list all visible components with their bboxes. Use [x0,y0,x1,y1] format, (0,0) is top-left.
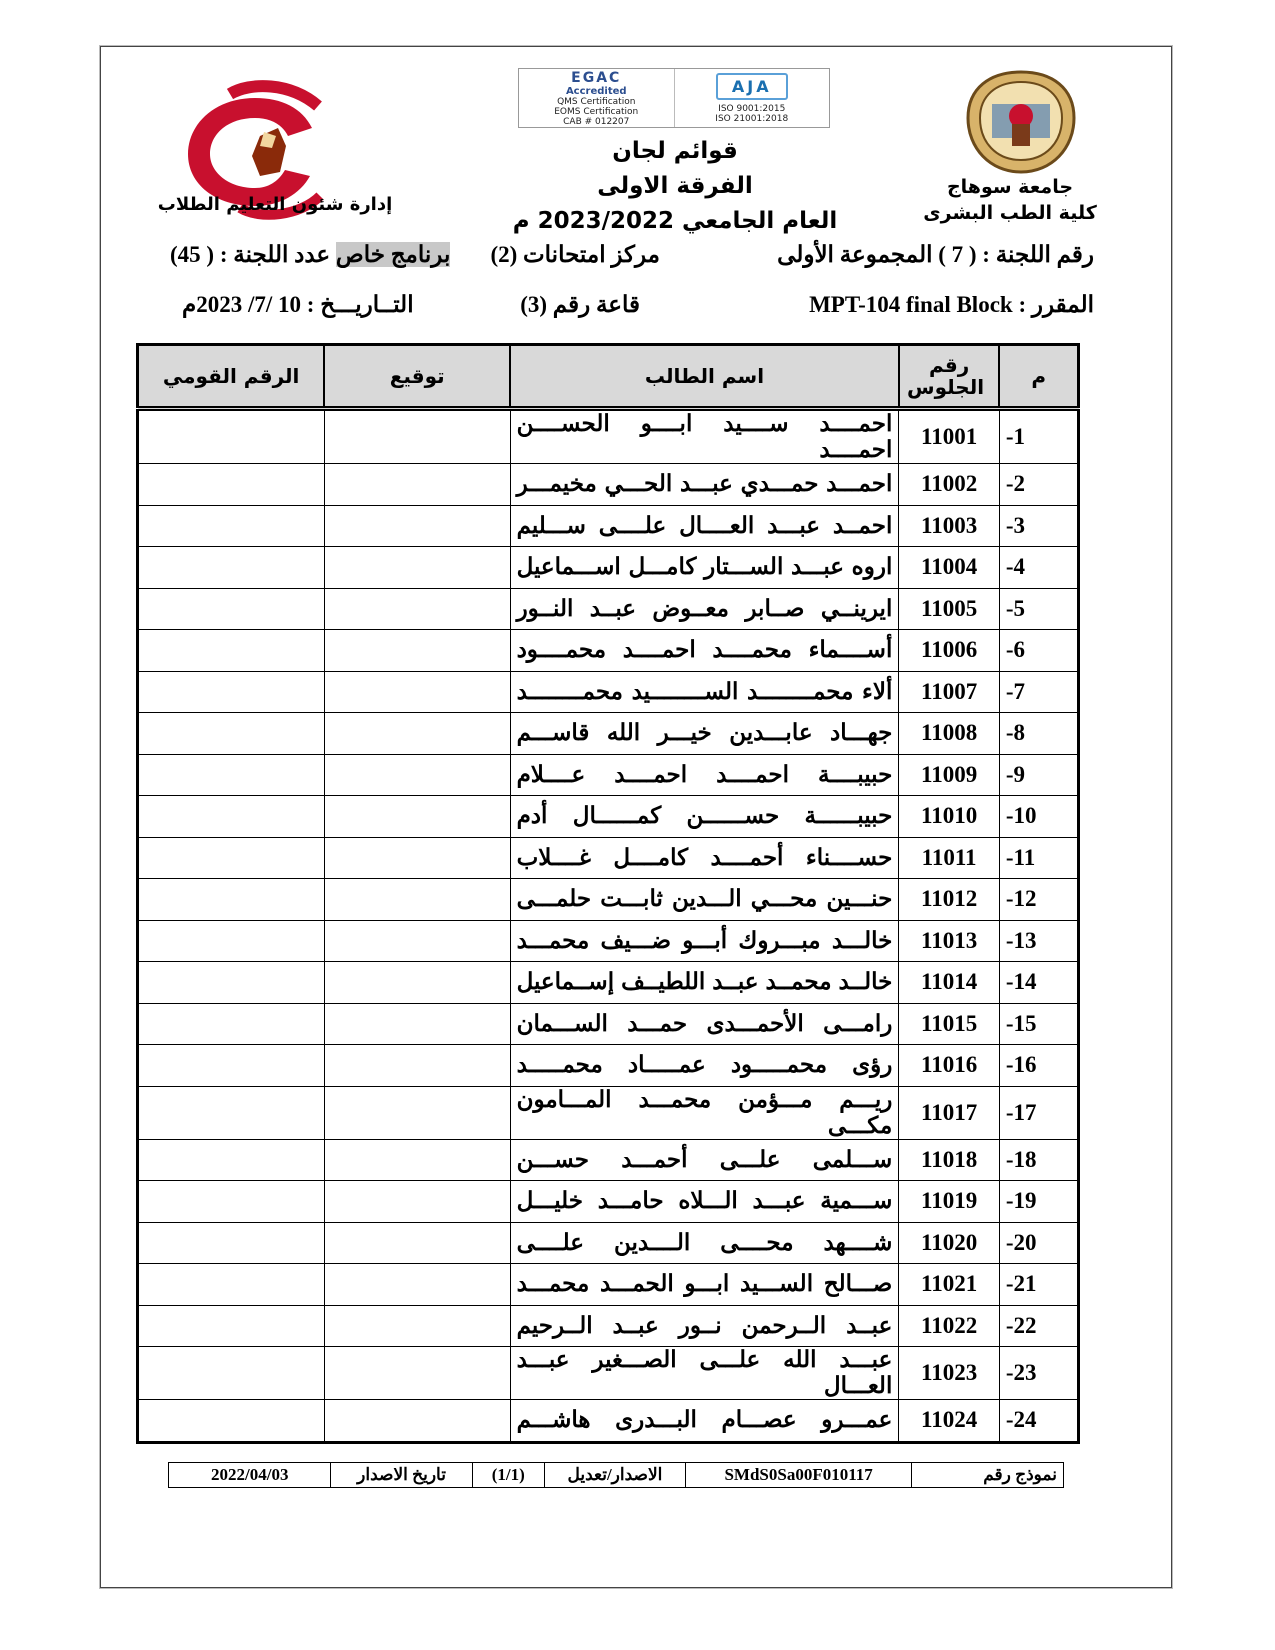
row-serial: -18 [999,1139,1078,1181]
row-seat-number: 11023 [899,1347,999,1400]
row-seat-number: 11012 [899,879,999,921]
row-seat-number: 11011 [899,837,999,879]
row-student-name: احمــــد ســــيد ابــــو الحســــن احمــــد [510,409,899,464]
row-student-name: احمـــد حمـــدي عبـــد الحـــي مخيمـــر [510,464,899,506]
course-code: المقرر : MPT-104 final Block [809,292,1094,317]
faculty-name: كلية الطب البشرى [923,202,1097,224]
table-row [138,630,1079,672]
title-academic-year: العام الجامعي 2023/2022 م [512,208,838,234]
table-row [138,588,1079,630]
row-national-id-cell [138,630,325,672]
row-signature-cell [324,1264,510,1306]
row-serial: -12 [999,879,1078,921]
committee-count: برنامج خاص عدد اللجنة : ( 45) [170,242,451,267]
row-national-id-cell [138,409,325,464]
exam-date: التــاريـــخ : 10 /7/ 2023م [182,292,414,317]
row-student-name: حســــناء أحمــــد كامــــل غــــلاب [510,837,899,879]
row-serial: -5 [999,588,1078,630]
row-serial: -16 [999,1045,1078,1087]
table-row [138,409,1079,464]
row-signature-cell [324,1347,510,1400]
table-row [138,505,1079,547]
row-seat-number: 11009 [899,754,999,796]
aja-badge: AJA ISO 9001:2015 ISO 21001:2018 [674,69,830,127]
form-number: SMdS0Sa00F010117 [686,1463,912,1488]
row-national-id-cell [138,1264,325,1306]
row-serial: -7 [999,671,1078,713]
row-student-name: ألاء محمــــــــد الســــــــيد محمــــــــد [510,671,899,713]
table-row [138,464,1079,506]
row-signature-cell [324,630,510,672]
row-serial: -1 [999,409,1078,464]
row-seat-number: 11021 [899,1264,999,1306]
accreditation-badges [518,68,830,128]
row-student-name: صـــالح الســـيد ابـــو الحمـــد محمـــد [510,1264,899,1306]
row-seat-number: 11002 [899,464,999,506]
document-header [100,46,1170,236]
row-signature-cell [324,409,510,464]
row-national-id-cell [138,588,325,630]
version-label: الاصدار/تعديل [544,1463,685,1488]
row-student-name: عمـــرو عصـــام البـــدرى هاشـــم [510,1400,899,1443]
row-seat-number: 11022 [899,1305,999,1347]
row-national-id-cell [138,1400,325,1443]
title-committee-lists: قوائم لجان [612,138,738,164]
row-serial: -15 [999,1003,1078,1045]
students-table-body [138,409,1079,1443]
egac-badge: EGAC Accredited QMS Certification EOMS Certification CAB # 012207 [554,69,639,127]
row-signature-cell [324,1139,510,1181]
table-row [138,1305,1079,1347]
university-name: جامعة سوهاج [946,176,1074,198]
row-national-id-cell [138,1347,325,1400]
row-national-id-cell [138,464,325,506]
row-student-name: عبـــد الله علـــى الصـــغير عبـــد العـــال [510,1347,899,1400]
issue-date: 2022/04/03 [169,1463,331,1488]
row-national-id-cell [138,920,325,962]
row-signature-cell [324,1400,510,1443]
row-seat-number: 11008 [899,713,999,755]
table-row [138,547,1079,589]
row-signature-cell [324,1003,510,1045]
row-seat-number: 11006 [899,630,999,672]
row-seat-number: 11010 [899,796,999,838]
row-student-name: خالــد محمــد عبــد اللطيــف إســماعيل [510,962,899,1004]
table-row [138,754,1079,796]
row-signature-cell [324,754,510,796]
header-seat-number: رقم الجلوس [899,345,999,409]
row-student-name: ريـــم مـــؤمن محمـــد المـــامون مكـــى [510,1086,899,1139]
row-student-name: عبــد الــرحمن نــور عبــد الــرحيم [510,1305,899,1347]
row-serial: -13 [999,920,1078,962]
row-serial: -8 [999,713,1078,755]
row-seat-number: 11015 [899,1003,999,1045]
header-signature: توقيع [324,345,510,409]
row-student-name: أســــماء محمــــد احمــــد محمــــود [510,630,899,672]
table-row [138,1400,1079,1443]
version-value: (1/1) [472,1463,544,1488]
row-seat-number: 11017 [899,1086,999,1139]
table-row [138,962,1079,1004]
row-seat-number: 11016 [899,1045,999,1087]
table-row [138,879,1079,921]
row-national-id-cell [138,1222,325,1264]
row-signature-cell [324,505,510,547]
row-national-id-cell [138,1181,325,1223]
row-signature-cell [324,1222,510,1264]
row-signature-cell [324,879,510,921]
row-signature-cell [324,464,510,506]
row-national-id-cell [138,879,325,921]
issue-date-label: تاريخ الاصدار [331,1463,472,1488]
header-serial: م [999,345,1078,409]
row-student-name: جهـــاد عابـــدين خيـــر الله قاســـم [510,713,899,755]
committee-number: رقم اللجنة : ( 7 ) المجموعة الأولى [777,242,1094,267]
row-student-name: خالـــد مبـــروك أبـــو ضـــيف محمـــد [510,920,899,962]
row-serial: -11 [999,837,1078,879]
row-signature-cell [324,1305,510,1347]
form-footer [168,1462,1064,1488]
row-signature-cell [324,713,510,755]
row-national-id-cell [138,547,325,589]
info-row-2 [170,292,1100,326]
row-national-id-cell [138,713,325,755]
row-signature-cell [324,920,510,962]
row-serial: -2 [999,464,1078,506]
row-serial: -21 [999,1264,1078,1306]
table-row [138,1181,1079,1223]
row-student-name: ايرينــي صــابر معــوض عبــد النــور [510,588,899,630]
row-national-id-cell [138,754,325,796]
row-student-name: احمــد عبـــد العــــال علــــى ســـليم [510,505,899,547]
row-student-name: ســـمية عبـــد الـــلاه حامـــد خليـــل [510,1181,899,1223]
row-national-id-cell [138,962,325,1004]
table-row [138,837,1079,879]
row-serial: -17 [999,1086,1078,1139]
row-signature-cell [324,837,510,879]
row-national-id-cell [138,1045,325,1087]
row-seat-number: 11018 [899,1139,999,1181]
row-seat-number: 11020 [899,1222,999,1264]
row-seat-number: 11013 [899,920,999,962]
row-national-id-cell [138,1139,325,1181]
title-year-group: الفرقة الاولى [597,173,753,199]
row-national-id-cell [138,837,325,879]
exam-center: مركز امتحانات (2) [490,242,660,267]
university-name-block [910,174,1110,226]
row-serial: -23 [999,1347,1078,1400]
student-affairs-administration: إدارة شئون التعليم الطلاب [157,194,393,215]
row-serial: -10 [999,796,1078,838]
table-row [138,1086,1079,1139]
students-table [136,343,1080,1444]
row-signature-cell [324,547,510,589]
table-row [138,920,1079,962]
table-row [138,1139,1079,1181]
row-national-id-cell [138,1086,325,1139]
row-serial: -19 [999,1181,1078,1223]
row-seat-number: 11001 [899,409,999,464]
row-student-name: ســـلمى علـــى أحمـــد حســـن [510,1139,899,1181]
row-student-name: حبيبــــــة حســــــن كمــــــال أدم [510,796,899,838]
header-national-id: الرقم القومي [138,345,325,409]
row-signature-cell [324,962,510,1004]
document-title [480,134,870,239]
row-serial: -20 [999,1222,1078,1264]
row-signature-cell [324,1086,510,1139]
row-seat-number: 11019 [899,1181,999,1223]
row-national-id-cell [138,796,325,838]
row-serial: -3 [999,505,1078,547]
program-label: برنامج خاص [335,242,451,267]
row-signature-cell [324,1045,510,1087]
hall-number: قاعة رقم (3) [520,292,640,317]
row-seat-number: 11014 [899,962,999,1004]
row-serial: -4 [999,547,1078,589]
row-signature-cell [324,671,510,713]
row-serial: -14 [999,962,1078,1004]
table-row [138,1045,1079,1087]
row-signature-cell [324,1181,510,1223]
row-student-name: رؤى محمـــــود عمـــــاد محمـــــد [510,1045,899,1087]
row-national-id-cell [138,1003,325,1045]
row-national-id-cell [138,1305,325,1347]
row-serial: -24 [999,1400,1078,1443]
header-student-name: اسم الطالب [510,345,899,409]
row-seat-number: 11003 [899,505,999,547]
row-serial: -22 [999,1305,1078,1347]
row-student-name: اروه عبـــد الســـتار كامـــل اســـماعيل [510,547,899,589]
table-row [138,713,1079,755]
table-row [138,1264,1079,1306]
table-row [138,1003,1079,1045]
row-seat-number: 11004 [899,547,999,589]
table-row [138,1347,1079,1400]
info-row-1 [170,242,1100,276]
table-header-row [138,345,1079,409]
row-seat-number: 11005 [899,588,999,630]
row-seat-number: 11024 [899,1400,999,1443]
row-student-name: حبيبــــة احمــــد احمــــد عــــلام [510,754,899,796]
sohag-university-seal-icon [962,68,1080,176]
table-row [138,796,1079,838]
row-serial: -9 [999,754,1078,796]
row-seat-number: 11007 [899,671,999,713]
row-student-name: حنـــين محـــي الـــدين ثابـــت حلمـــى [510,879,899,921]
row-signature-cell [324,796,510,838]
table-row [138,671,1079,713]
row-student-name: رامـــى الأحمـــدى حمـــد الســـمان [510,1003,899,1045]
row-student-name: شــــهد محــــى الــــدين علــــى [510,1222,899,1264]
row-signature-cell [324,588,510,630]
row-national-id-cell [138,505,325,547]
row-national-id-cell [138,671,325,713]
row-serial: -6 [999,630,1078,672]
form-number-label: نموذج رقم [912,1463,1064,1488]
table-row [138,1222,1079,1264]
